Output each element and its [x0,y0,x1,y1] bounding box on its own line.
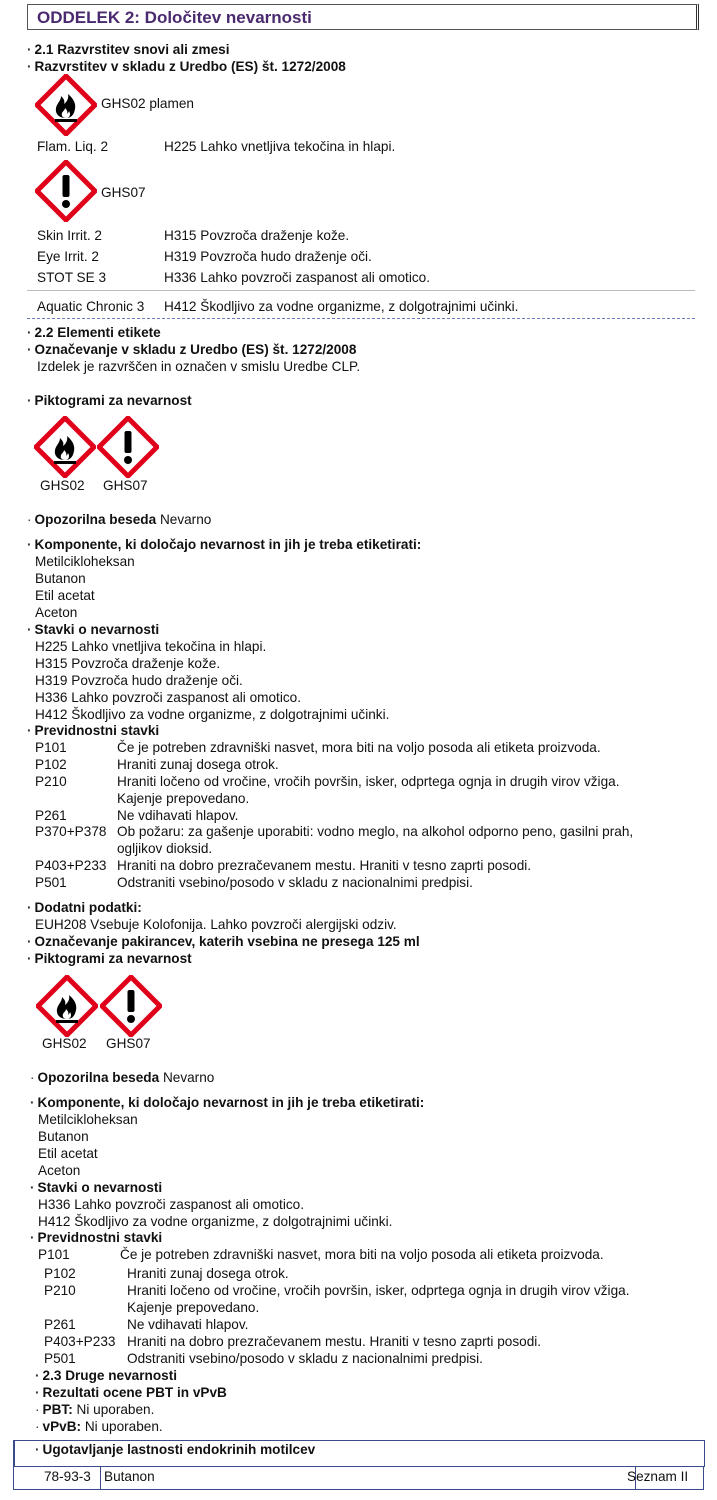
component: Metilcikloheksan [38,1112,138,1127]
hazard-statement: H225 Lahko vnetljiva tekočina in hlapi. [35,639,267,654]
prec-text: Hraniti na dobro prezračevanem mestu. Hraniti v tesno zaprti posodi. [117,858,532,873]
cas-number: 78-93-3 [44,1469,91,1484]
s22-sub: · Označevanje v skladu z Uredbo (ES) št. 1272/2008 [27,342,357,357]
prec-code: P501 [35,875,67,890]
component: Aceton [38,1163,81,1178]
small-label: · Označevanje pakirancev, katerih vsebina ne presega 125 ml [27,934,420,949]
prec-text: Če je potreben zdravniški nasvet, mora biti na voljo posoda ali etiketa proizvoda. [117,740,601,755]
prec-text: Če je potreben zdravniški nasvet, mora biti na voljo posoda ali etiketa proizvoda. [120,1247,604,1262]
prec-text: Odstraniti vsebino/posodo v skladu z nacionalnimi predpisi. [127,1351,483,1366]
table-cell [100,1467,636,1489]
class-5: Aquatic Chronic 3 [37,299,145,314]
prec-text: Ne vdihavati hlapov. [127,1317,249,1332]
ghs02-label: GHS02 plamen [101,96,194,111]
s21-heading: · 2.1 Razvrstitev snovi ali zmesi [27,42,230,57]
ghs02-flame-icon [35,74,97,136]
vpvb-row: · vPvB: Ni uporaben. [35,1419,163,1434]
class-5-text: H412 Škodljivo za vodne organizme, z dolgotrajnimi učinki. [164,299,519,314]
prec-text-cont: Kajenje prepovedano. [117,791,250,806]
prec-code: P101 [38,1247,70,1262]
class-3-text: H319 Povzroča hudo draženje oči. [164,249,372,264]
small-prec-label: · Previdnostni stavki [30,1230,163,1245]
prec-text: Hraniti ločeno od vročine, vročih površin, isker, odprtega ognja in drugih virov vžiga. [127,1283,630,1298]
prec-text: Hraniti zunaj dosega otrok. [127,1266,289,1281]
hazard-statement: H336 Lahko povzroči zaspanost ali omotico. [38,1197,304,1212]
s22-heading: · 2.2 Elementi etikete [27,325,161,340]
divider [27,290,695,291]
prec-code: P403+P233 [35,858,107,873]
section-title: ODDELEK 2: Določitev nevarnosti [37,8,312,27]
component: Aceton [35,605,78,620]
section-divider [27,318,695,319]
small-pictograms-label: · Piktogrami za nevarnost [27,951,192,966]
prec-code: P501 [44,1351,76,1366]
prec-text: Ne vdihavati hlapov. [117,808,239,823]
extra-label: · Dodatni podatki: [27,900,142,915]
prec-code: P102 [44,1266,76,1281]
s22-note: Izdelek je razvrščen in označen v smislu Uredbe CLP. [37,359,361,374]
prec-code: P261 [35,808,67,823]
small-signal-word: · Opozorilna beseda Nevarno [30,1070,215,1085]
class-1: Flam. Liq. 2 [37,139,109,154]
ghs02-caption: GHS02 [40,478,85,493]
class-2: Skin Irrit. 2 [37,228,102,243]
prec-text: Hraniti na dobro prezračevanem mestu. Hraniti v tesno zaprti posodi. [127,1334,542,1349]
class-3: Eye Irrit. 2 [37,249,99,264]
class-4-text: H336 Lahko povzroči zaspanost ali omotico. [164,270,430,285]
ghs07-label: GHS07 [101,185,146,200]
hazard-statement: H412 Škodljivo za vodne organizme, z dolgotrajnimi učinki. [38,1214,393,1229]
prec-label: · Previdnostni stavki [27,723,160,738]
s21-sub: · Razvrstitev v skladu z Uredbo (ES) št. 1272/2008 [27,59,346,74]
prec-code: P261 [44,1317,76,1332]
prec-text-cont: ogljikov dioksid. [117,841,213,856]
signal-word: · Opozorilna beseda Nevarno [27,512,212,527]
prec-text: Ob požaru: za gašenje uporabiti: vodno meglo, na alkohol odporno peno, gasilni prah, [117,824,634,839]
prec-text: Odstraniti vsebino/posodo v skladu z nacionalnimi predpisi. [117,875,473,890]
substance-name: Butanon [104,1469,155,1484]
small-hazard-label: · Stavki o nevarnosti [30,1180,163,1195]
ghs02-caption: GHS02 [42,1036,87,1051]
components-label: · Komponente, ki določajo nevarnost in jih je treba etiketirati: [27,537,422,552]
prec-code: P102 [35,757,67,772]
hazard-statement: H412 Škodljivo za vodne organizme, z dolgotrajnimi učinki. [35,707,390,722]
ghs07-exclamation-icon [35,160,97,222]
ghs07-caption: GHS07 [106,1036,151,1051]
component: Butanon [35,571,86,586]
section-header [27,4,699,30]
hazard-statement: H336 Lahko povzroči zaspanost ali omotico. [35,690,301,705]
prec-code: P370+P378 [35,824,107,839]
ghs07-caption: GHS07 [103,478,148,493]
class-2-text: H315 Povzroča draženje kože. [164,228,350,243]
extra-text: EUH208 Vsebuje Kolofonija. Lahko povzroči alergijski odziv. [35,917,397,932]
pictograms-label: · Piktogrami za nevarnost [27,393,192,408]
prec-code: P101 [35,740,67,755]
prec-text-cont: Kajenje prepovedano. [127,1300,260,1315]
class-1-text: H225 Lahko vnetljiva tekočina in hlapi. [164,139,396,154]
endocrine-heading: · Ugotavljanje lastnosti endokrinih motilcev [35,1442,316,1457]
ghs02-flame-icon [34,416,96,478]
pbt-heading: · Rezultati ocene PBT in vPvB [35,1385,227,1400]
ghs07-exclamation-icon [97,416,159,478]
prec-code: P403+P233 [44,1334,116,1349]
hazard-label: · Stavki o nevarnosti [27,622,160,637]
component: Etil acetat [35,588,95,603]
prec-text: Hraniti zunaj dosega otrok. [117,757,279,772]
ghs02-flame-icon [36,975,98,1037]
prec-code: P210 [35,774,67,789]
class-4: STOT SE 3 [37,270,107,285]
s23-heading: · 2.3 Druge nevarnosti [35,1368,178,1383]
hazard-statement: H319 Povzroča hudo draženje oči. [35,673,243,688]
list-name: Seznam II [627,1469,689,1484]
prec-code: P210 [44,1283,76,1298]
pbt-row: · PBT: Ni uporaben. [35,1402,155,1417]
prec-text: Hraniti ločeno od vročine, vročih površin, isker, odprtega ognja in drugih virov vžiga. [117,774,620,789]
component: Etil acetat [38,1146,98,1161]
hazard-statement: H315 Povzroča draženje kože. [35,656,221,671]
ghs07-exclamation-icon [100,975,162,1037]
component: Butanon [38,1129,89,1144]
component: Metilcikloheksan [35,554,135,569]
small-components-label: · Komponente, ki določajo nevarnost in jih je treba etiketirati: [30,1095,425,1110]
